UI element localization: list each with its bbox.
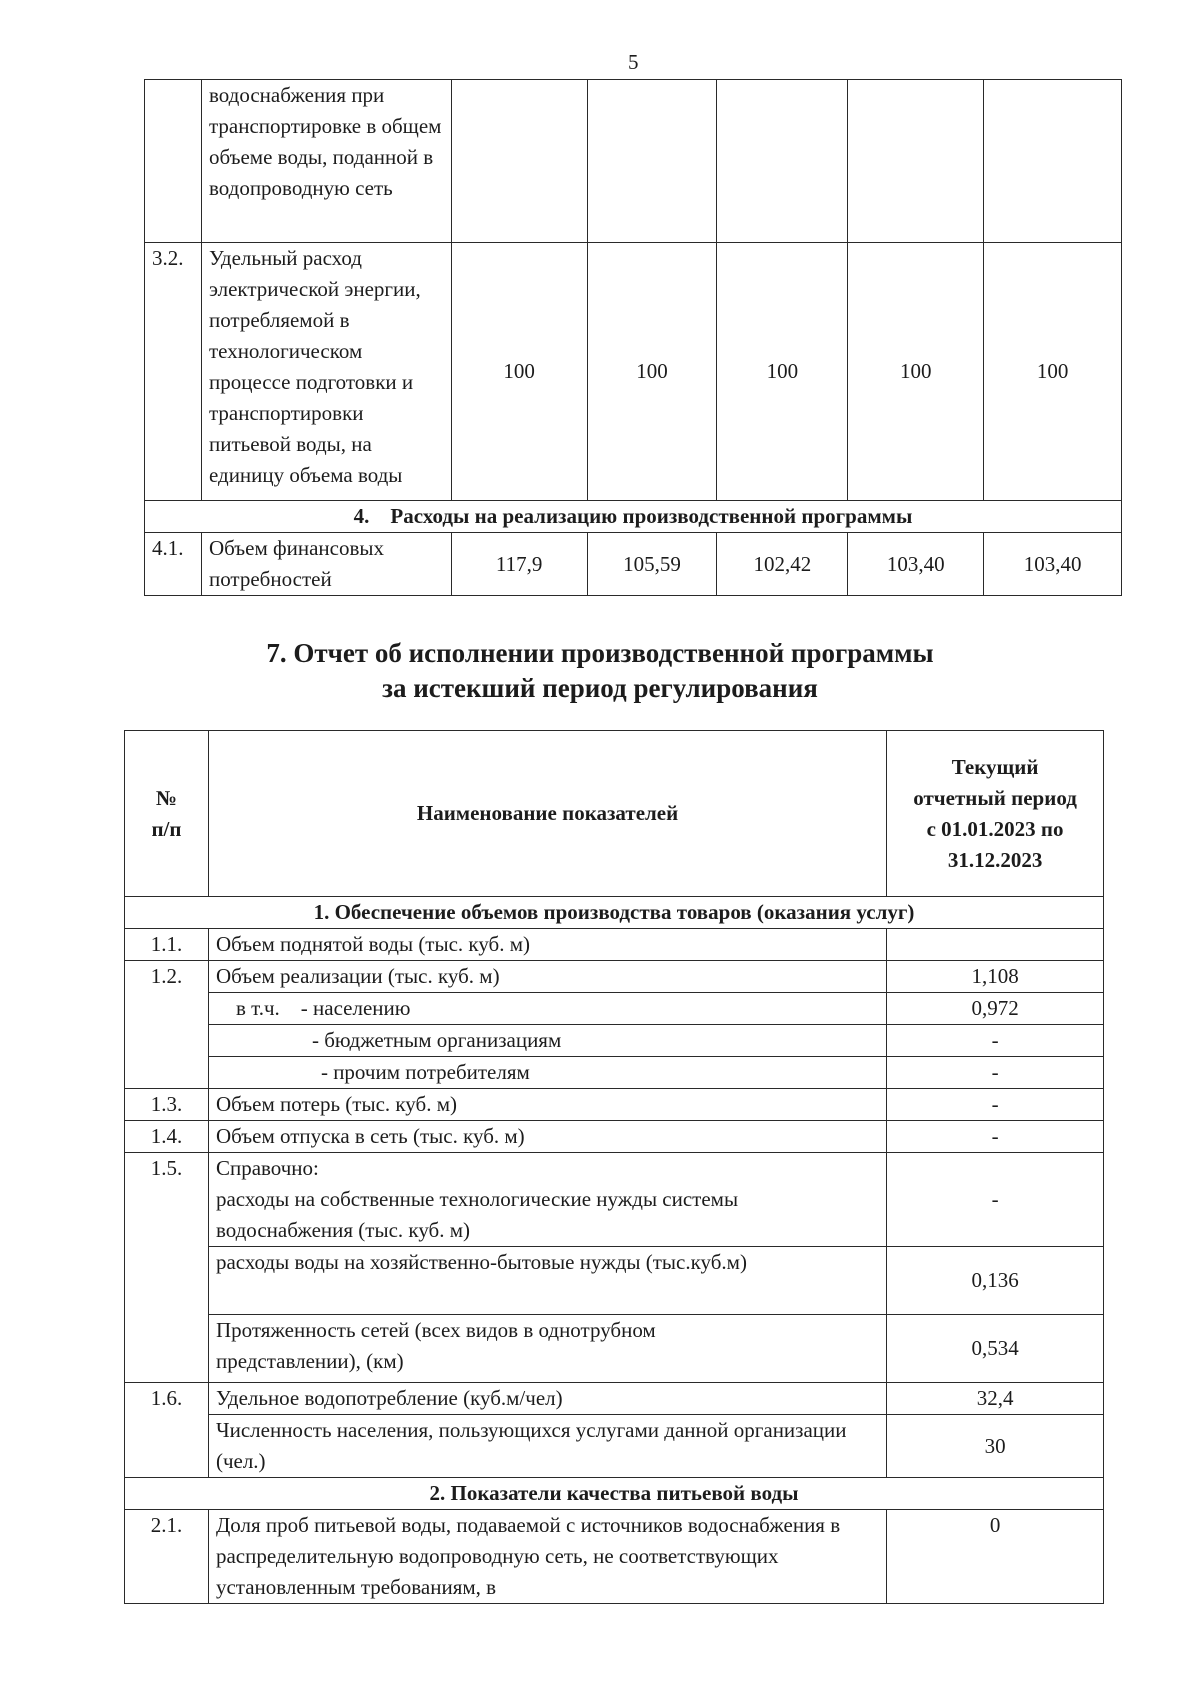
table-row [125,1315,1104,1383]
indicator-name: Объем поднятой воды (тыс. куб. м) [208,929,886,961]
section-title: 1. Обеспечение объемов производства товаров (оказания услуг) [125,897,1104,929]
indicator-name: Удельный расход электрической энергии, потребляемой в технологическом процессе подготовки и транспортировки питьевой воды, на единицу объема воды [201,243,451,501]
table-row [125,993,1104,1025]
value-cell: 100 [984,243,1122,501]
section-row [145,501,1122,533]
table-row [125,1057,1104,1089]
indicator-name: водоснабжения при транспортировке в общем объеме воды, поданной в водопроводную сеть [201,80,451,243]
table-row [125,1025,1104,1057]
page-number: 5 [628,50,639,74]
row-number: 1.3. [125,1089,209,1121]
value-cell [451,80,587,243]
row-number: 1.2. [125,961,209,1089]
table-row [125,1089,1104,1121]
top-table [144,79,1122,596]
value-cell: 0,972 [887,993,1104,1025]
value-cell [717,80,848,243]
indicator-name: Численность населения, пользующихся услугами данной организации (чел.) [208,1415,886,1478]
indicator-name: Доля проб питьевой воды, подаваемой с источников водоснабжения в распределительную водопроводную сеть, не соответствующих установленным требованиям, в [208,1510,886,1604]
section-title: 2. Показатели качества питьевой воды [125,1478,1104,1510]
row-number: 1.4. [125,1121,209,1153]
report-table [124,730,1104,1604]
table-row [125,1383,1104,1415]
table-row [125,1510,1104,1604]
value-cell: 100 [451,243,587,501]
indicator-note: Справочно: [215,1156,319,1180]
table-row [125,1415,1104,1478]
value-cell: 103,40 [848,533,984,596]
value-cell: 0,534 [887,1315,1104,1383]
indicator-name: в т.ч. - населению [208,993,886,1025]
indicator-name: - прочим потребителям [208,1057,886,1089]
value-cell [984,80,1122,243]
row-number: 2.1. [125,1510,209,1604]
row-number: 4.1. [145,533,202,596]
header-period: Текущий отчетный период с 01.01.2023 по 31.12.2023 [887,731,1104,897]
value-cell: 32,4 [887,1383,1104,1415]
value-cell: 103,40 [984,533,1122,596]
table-row [125,1121,1104,1153]
indicator-text: расходы на собственные технологические нужды системы водоснабжения (тыс. куб. м) [215,1187,739,1242]
section-title: 4. Расходы на реализацию производственной программы [145,501,1122,533]
value-cell: 105,59 [587,533,717,596]
indicator-name [208,1153,886,1247]
table-row [145,80,1122,243]
table-row [125,961,1104,993]
value-cell: 100 [587,243,717,501]
value-cell: 0 [887,1510,1104,1604]
value-cell [587,80,717,243]
section-subheading: за истекший период регулирования [382,673,818,703]
row-number: 3.2. [145,243,202,501]
value-cell: 117,9 [451,533,587,596]
value-cell: - [887,1025,1104,1057]
indicator-name: Объем потерь (тыс. куб. м) [208,1089,886,1121]
value-cell: - [887,1121,1104,1153]
section-heading: 7. Отчет об исполнении производственной программы [266,638,934,668]
table-row [125,1153,1104,1247]
header-number: № п/п [125,731,209,897]
indicator-name: - бюджетным организациям [208,1025,886,1057]
indicator-name: Удельное водопотребление (куб.м/чел) [208,1383,886,1415]
table-row [145,533,1122,596]
indicator-name: Объем реализации (тыс. куб. м) [208,961,886,993]
value-cell: 102,42 [717,533,848,596]
indicator-name: Протяженность сетей (всех видов в однотрубном представлении), (км) [208,1315,886,1383]
value-cell: - [887,1153,1104,1247]
value-cell: 100 [717,243,848,501]
row-number: 1.5. [125,1153,209,1383]
value-cell: - [887,1057,1104,1089]
value-cell: 30 [887,1415,1104,1478]
value-cell: 0,136 [887,1247,1104,1315]
section-row [125,897,1104,929]
value-cell: 1,108 [887,961,1104,993]
indicator-name: Объем финансовых потребностей [201,533,451,596]
value-cell [848,80,984,243]
row-number: 1.1. [125,929,209,961]
table-row [125,929,1104,961]
table-row [145,243,1122,501]
header-row [125,731,1104,897]
table-row [125,1247,1104,1315]
value-cell: - [887,1089,1104,1121]
value-cell [887,929,1104,961]
indicator-name: Объем отпуска в сеть (тыс. куб. м) [208,1121,886,1153]
row-number [145,80,202,243]
header-name: Наименование показателей [208,731,886,897]
value-cell: 100 [848,243,984,501]
section-row [125,1478,1104,1510]
indicator-name: расходы воды на хозяйственно-бытовые нужды (тыс.куб.м) [208,1247,886,1315]
row-number: 1.6. [125,1383,209,1478]
